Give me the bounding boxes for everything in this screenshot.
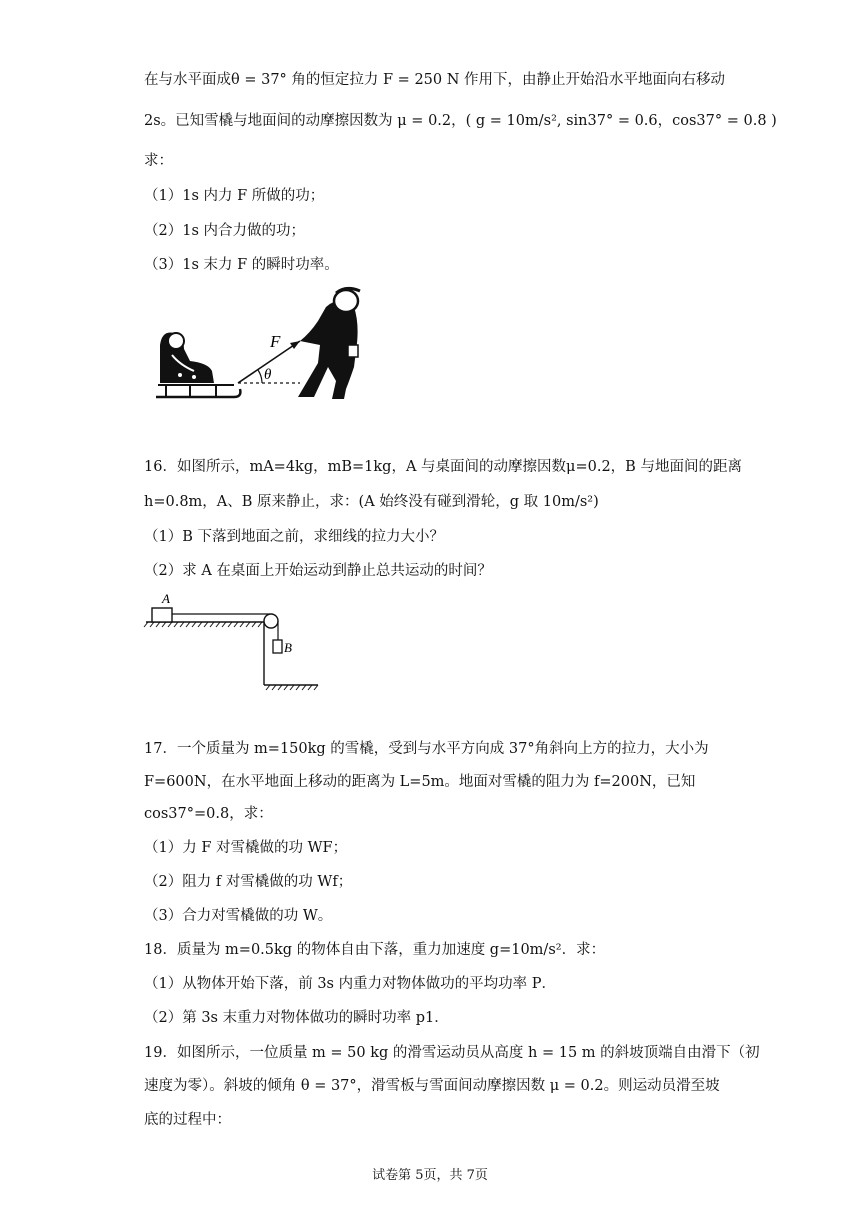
block-b-label: B [284, 640, 292, 655]
q15-sub-1: （1）1s 内力 F 所做的功； [144, 188, 325, 204]
q19-line-1: 19．如图所示，一位质量 m = 50 kg 的滑雪运动员从高度 h = 15 m 的斜坡顶端自由滑下（初 [144, 1045, 760, 1061]
q17-line-3: cos37°=0.8，求： [144, 806, 273, 822]
q17-sub-2: （2）阻力 f 对雪橇做的功 Wf； [144, 874, 353, 890]
q15-sub-2: （2）1s 内合力做的功； [144, 223, 306, 239]
force-label: F [270, 332, 281, 351]
q17-line-2: F=600N，在水平地面上移动的距离为 L=5m。地面对雪橇的阻力为 f=200N，已知 [144, 774, 696, 790]
q18-line-1: 18．质量为 m=0.5kg 的物体自由下落，重力加速度 g=10m/s²．求： [144, 942, 606, 958]
q18-sub-2: （2）第 3s 末重力对物体做功的瞬时功率 p1． [144, 1010, 449, 1026]
q15-line-1: 在与水平面成θ = 37° 角的恒定拉力 F = 250 N 作用下，由静止开始沿水平地面向右移动 [144, 72, 726, 88]
q15-line-2: 2s。已知雪橇与地面间的动摩擦因数为 μ = 0.2，( g = 10m/s², sin37° = 0.6，cos37° = 0.8 ) [144, 113, 777, 129]
q19-line-2: 速度为零）。斜坡的倾角 θ = 37°，滑雪板与雪面间动摩擦因数 μ = 0.2。则运动员滑至坡 [144, 1078, 720, 1094]
q15-line-3: 求： [144, 153, 173, 169]
q18-sub-1: （1）从物体开始下落，前 3s 内重力对物体做功的平均功率 P． [144, 976, 556, 992]
q16-sub-2: （2）求 A 在桌面上开始运动到静止总共运动的时间？ [144, 563, 492, 579]
q19-line-3: 底的过程中： [144, 1112, 231, 1128]
page-footer: 试卷第 5页，共 7页 [372, 1168, 488, 1183]
pulley-figure [140, 590, 330, 695]
q17-line-1: 17．一个质量为 m=150kg 的雪橇，受到与水平方向成 37°角斜向上方的拉力，大小为 [144, 741, 709, 757]
q16-line-1: 16．如图所示，mA=4kg，mB=1kg，A 与桌面间的动摩擦因数μ=0.2，B 与地面间的距离 [144, 459, 742, 475]
q17-sub-3: （3）合力对雪橇做的功 W。 [144, 908, 333, 924]
q17-sub-1: （1）力 F 对雪橇做的功 WF； [144, 840, 348, 856]
q16-line-2: h=0.8m，A、B 原来静止，求：(A 始终没有碰到滑轮，g 取 10m/s²) [144, 494, 599, 510]
block-a-label: A [162, 591, 170, 606]
sled-figure [150, 285, 375, 405]
q16-sub-1: （1）B 下落到地面之前，求细线的拉力大小？ [144, 529, 444, 545]
q15-sub-3: （3）1s 末力 F 的瞬时功率。 [144, 257, 339, 273]
theta-label: θ [264, 367, 272, 383]
